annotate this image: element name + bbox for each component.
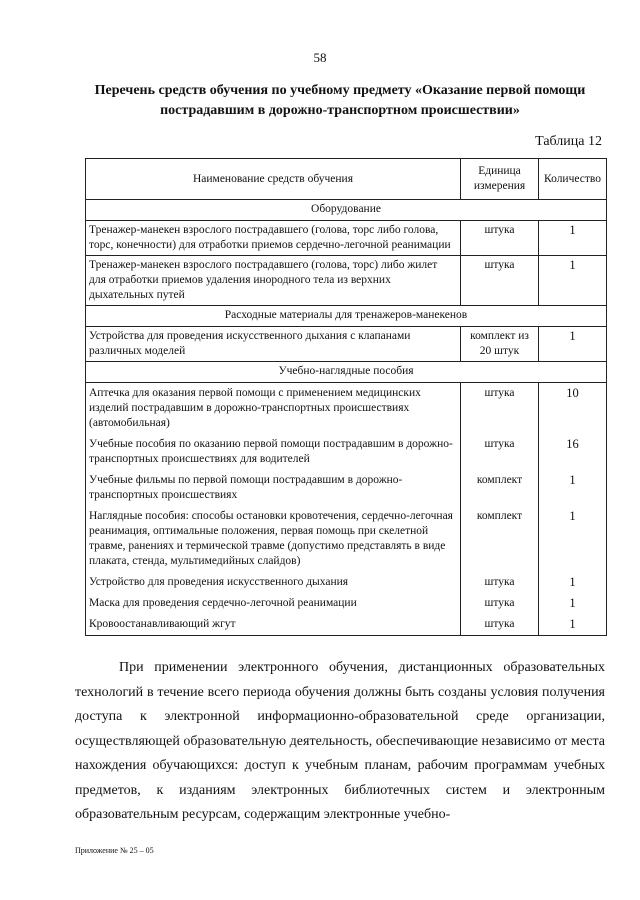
row-name: Устройства для проведения искусственного дыхания с клапанами различных моделей <box>86 327 461 362</box>
row-name: Учебные фильмы по первой помощи пострадавшим в дорожно-транспортных происшествиях <box>86 470 461 506</box>
row-qty: 1 <box>539 327 607 362</box>
table-row <box>86 327 607 362</box>
table-row <box>86 470 607 506</box>
row-unit: штука <box>461 221 539 256</box>
row-name: Тренажер-манекен взрослого пострадавшего (голова, торс) либо жилет для отработки приемов удаления инородного тела из верхних дыхательных путей <box>86 256 461 306</box>
header-qty: Количество <box>539 159 607 200</box>
row-name: Наглядные пособия: способы остановки кровотечения, сердечно-легочная реанимация, оптимальные положения, первая помощь при скелетной травме, ранениях и термической травме (допустимо представлять в виде плаката, стенда, мультимедийных слайдов) <box>86 506 461 572</box>
row-qty: 1 <box>539 470 607 506</box>
page-number: 58 <box>313 50 327 65</box>
training-means-table <box>85 158 607 636</box>
section-row <box>86 362 607 383</box>
row-unit: штука <box>461 434 539 470</box>
row-name: Учебные пособия по оказанию первой помощи пострадавшим в дорожно-транспортных происшествиях для водителей <box>86 434 461 470</box>
row-unit: комплект <box>461 470 539 506</box>
table-row <box>86 593 607 614</box>
row-name: Маска для проведения сердечно-легочной реанимации <box>86 593 461 614</box>
row-qty: 1 <box>539 572 607 593</box>
section-title: Оборудование <box>86 200 607 221</box>
row-qty: 1 <box>539 256 607 306</box>
row-qty: 1 <box>539 614 607 636</box>
section-row <box>86 306 607 327</box>
table-row <box>86 434 607 470</box>
table-row <box>86 221 607 256</box>
section-row <box>86 200 607 221</box>
table-label: Таблица 12 <box>535 134 602 149</box>
row-unit: комплект из 20 штук <box>461 327 539 362</box>
table-row <box>86 256 607 306</box>
row-unit: комплект <box>461 506 539 572</box>
row-qty: 16 <box>539 434 607 470</box>
row-unit: штука <box>461 572 539 593</box>
row-qty: 1 <box>539 221 607 256</box>
row-name: Тренажер-манекен взрослого пострадавшего (голова, торс либо голова, торс, конечности) для отработки приемов сердечно-легочной реанимации <box>86 221 461 256</box>
section-title: Учебно-наглядные пособия <box>86 362 607 383</box>
row-name: Аптечка для оказания первой помощи с применением медицинских изделий пострадавшим в дорожно-транспортных происшествиях (автомобильная) <box>86 383 461 435</box>
footer-note: Приложение № 25 – 05 <box>75 846 154 855</box>
table-row <box>86 506 607 572</box>
row-unit: штука <box>461 256 539 306</box>
row-qty: 1 <box>539 593 607 614</box>
header-name: Наименование средств обучения <box>86 159 461 200</box>
table-header-row <box>86 159 607 200</box>
row-unit: штука <box>461 383 539 435</box>
header-unit: Единица измерения <box>461 159 539 200</box>
row-qty: 10 <box>539 383 607 435</box>
section-title: Расходные материалы для тренажеров-манекенов <box>86 306 607 327</box>
row-name: Устройство для проведения искусственного дыхания <box>86 572 461 593</box>
table-row <box>86 383 607 435</box>
table-row <box>86 572 607 593</box>
body-paragraph: При применении электронного обучения, дистанционных образовательных технологий в течение всего периода обучения должны быть созданы условия получения доступа к электронной информационно-образовательной среде организации, осуществляющей образовательную деятельность, обеспечивающие независимо от места нахождения обучающихся: доступ к учебным планам, рабочим программам учебных предметов, к изданиям электронных библиотечных систем и электронным образовательным ресурсам, содержащим электронные учебно- <box>75 660 605 822</box>
row-unit: штука <box>461 614 539 636</box>
document-title: Перечень средств обучения по учебному предмету «Оказание первой помощи пострадавшим в дорожно-транспортном происшествии» <box>94 83 586 118</box>
table-body <box>86 200 607 636</box>
row-unit: штука <box>461 593 539 614</box>
row-name: Кровоостанавливающий жгут <box>86 614 461 636</box>
row-qty: 1 <box>539 506 607 572</box>
table-row <box>86 614 607 636</box>
